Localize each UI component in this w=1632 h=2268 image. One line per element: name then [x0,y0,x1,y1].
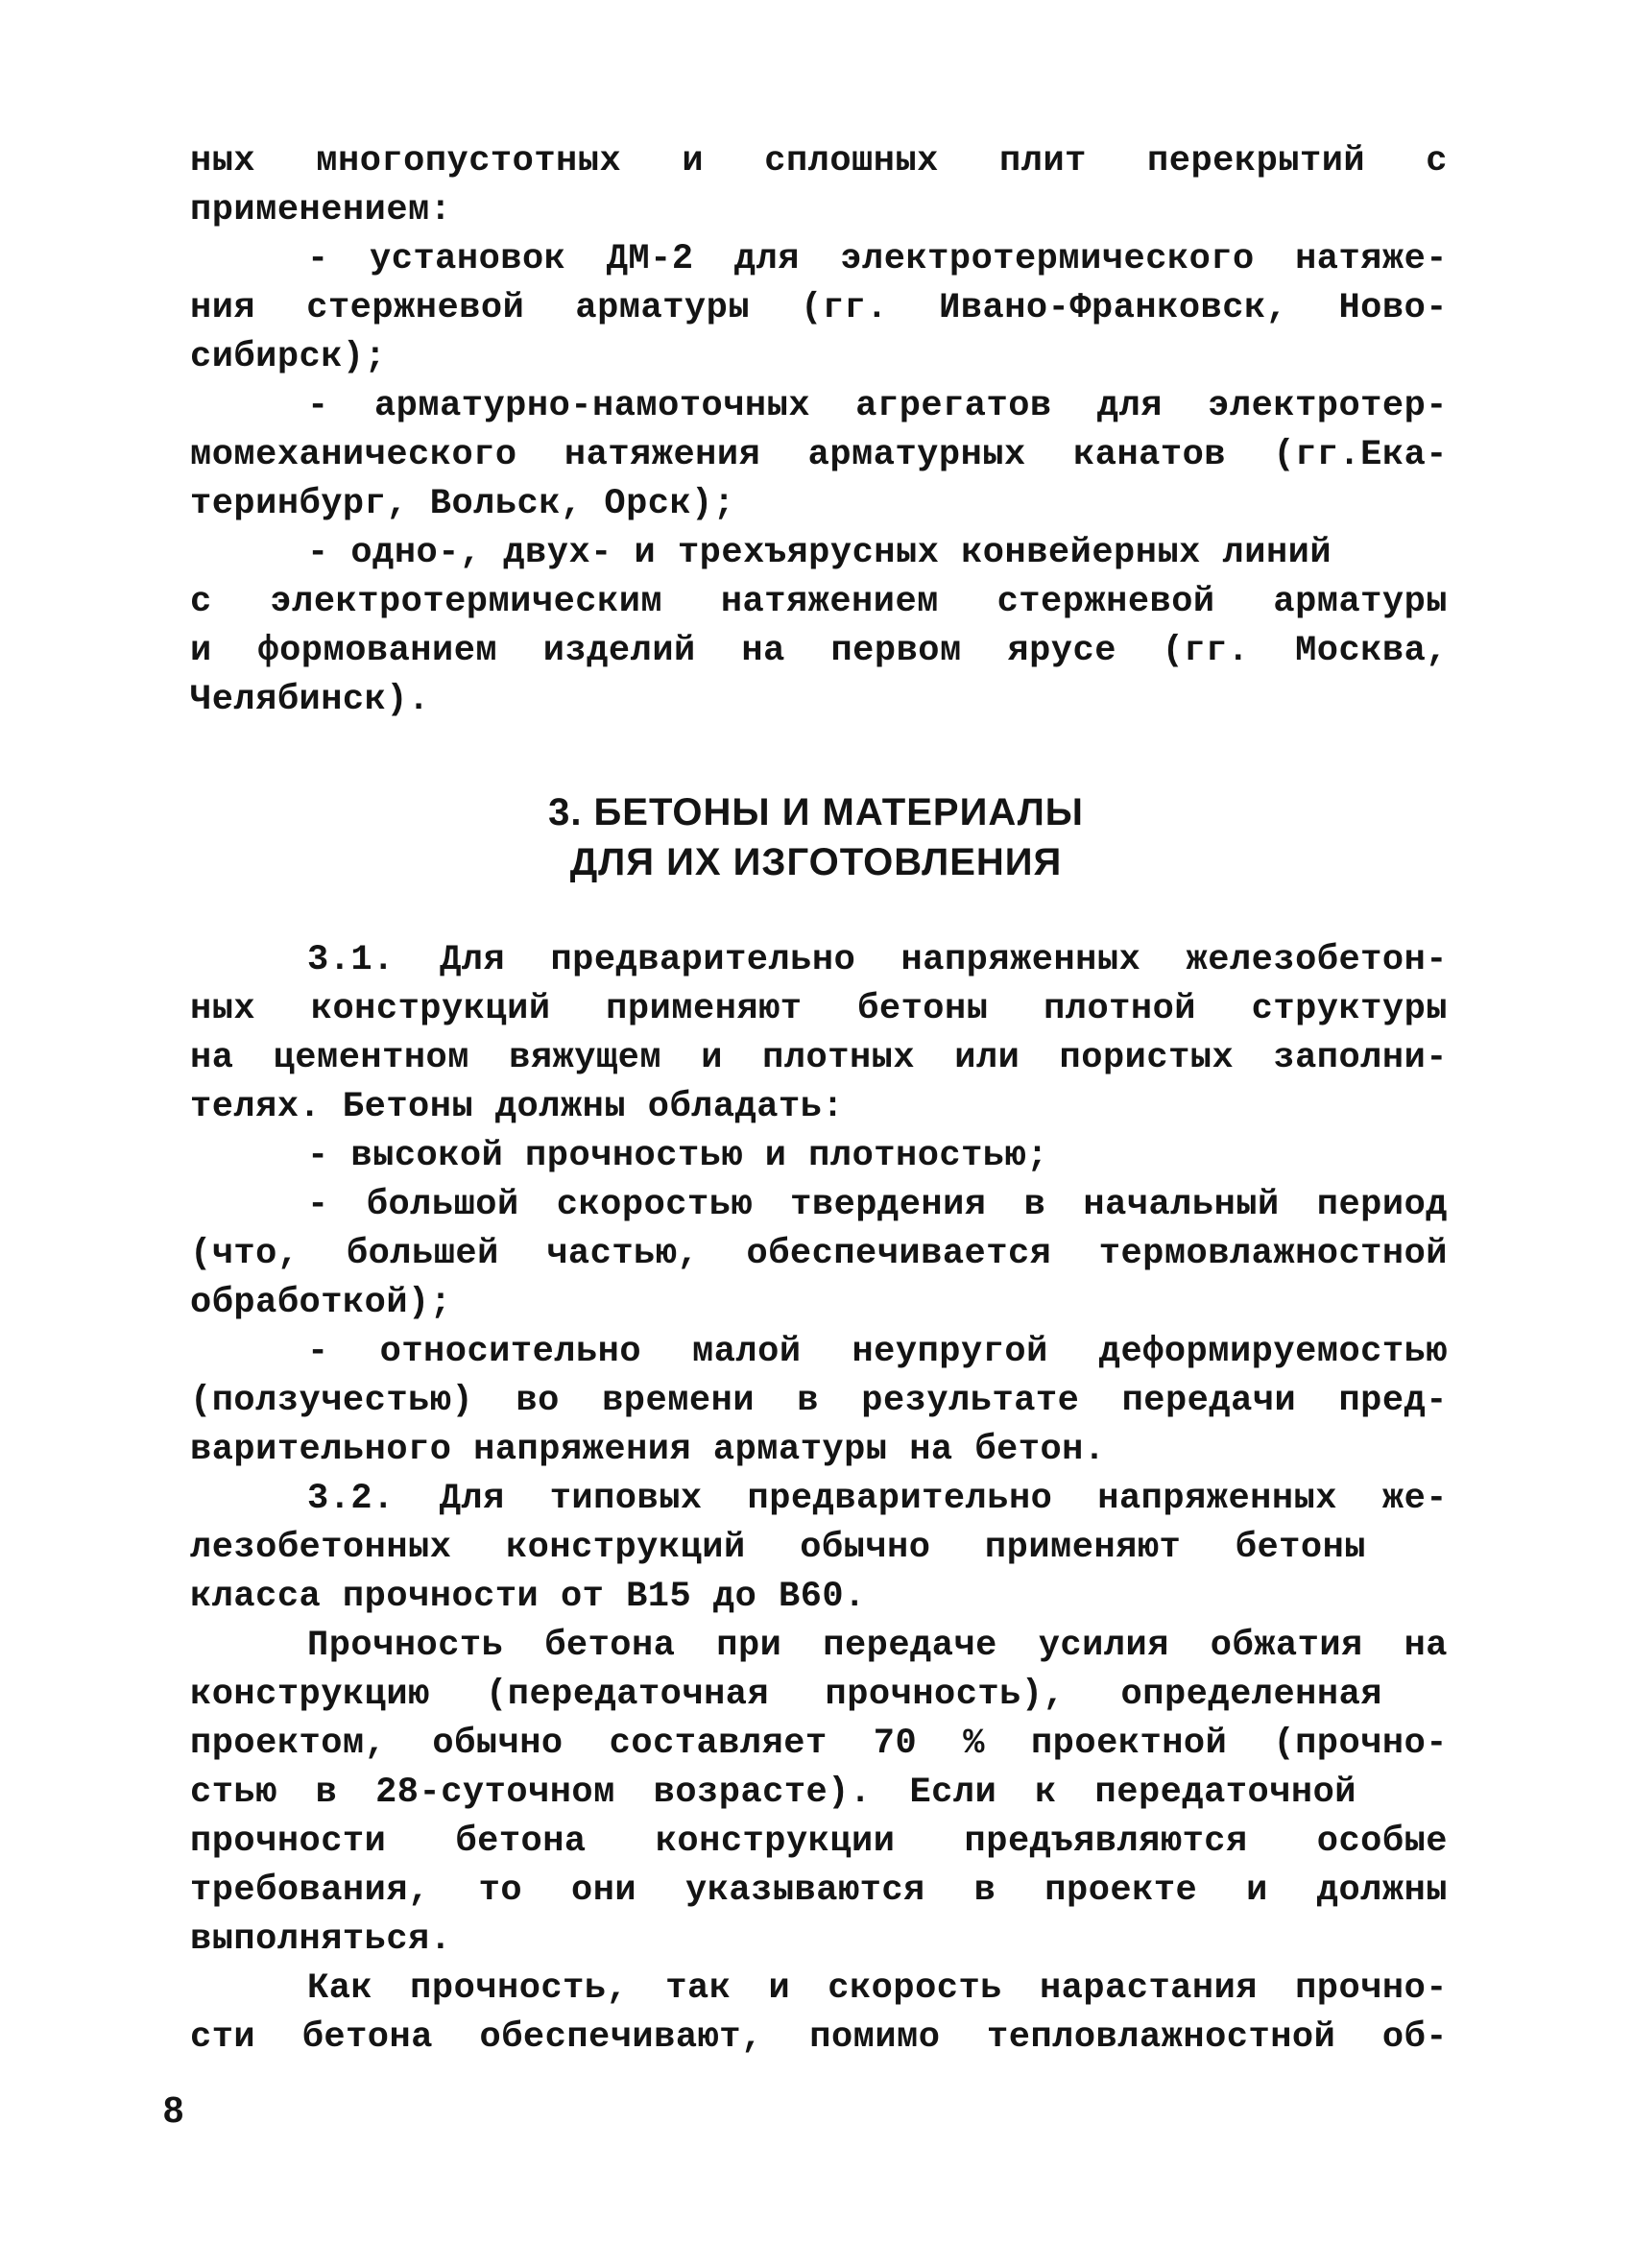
text-line: - одно-, двух- и трехъярусных конвейерных линий [307,533,1332,573]
text-line: на цементном вяжущем и плотных или пористых заполни- [190,1038,1448,1078]
text-line: - относительно малой неупругой деформируемостью [307,1332,1448,1372]
text-line: варительного напряжения арматуры на бетон. [190,1430,1106,1470]
text-line: сибирск); [190,337,387,377]
text-line: обработкой); [190,1283,452,1323]
text-line: - арматурно-намоточных агрегатов для электротер- [307,386,1448,426]
text-line: ния стержневой арматуры (гг. Ивано-Франковск, Ново- [190,288,1448,328]
text-line: конструкцию (передаточная прочность), определенная [190,1675,1382,1715]
text-line: ных конструкций применяют бетоны плотной структуры [190,989,1448,1029]
text-line: - установок ДМ-2 для электротермического натяже- [307,239,1448,279]
text-line: 3.1. Для предварительно напряженных железобетон- [307,940,1448,980]
page-number: 8 [163,2090,184,2131]
text-line: момеханического натяжения арматурных канатов (гг.Ека- [190,435,1448,475]
text-line: ных многопустотных и сплошных плит перекрытий с [190,141,1448,181]
text-line: теринбург, Вольск, Орск); [190,484,735,524]
section-heading-line-2: ДЛЯ ИХ ИЗГОТОВЛЕНИЯ [569,841,1063,883]
text-line: класса прочности от В15 до В60. [190,1577,866,1617]
text-line: с электротермическим натяжением стержневой арматуры [190,582,1448,622]
text-line: - большой скоростью твердения в начальный период [307,1185,1448,1225]
text-line: проектом, обычно составляет 70 % проектной (прочно- [190,1724,1448,1764]
text-line: выполняться. [190,1919,452,1960]
text-line: требования, то они указываются в проекте и должны [190,1870,1448,1911]
text-line: и формованием изделий на первом ярусе (гг. Москва, [190,631,1448,671]
text-line: Прочность бетона при передаче усилия обжатия на [307,1626,1448,1666]
text-line: Челябинск). [190,680,430,720]
text-line: 3.2. Для типовых предварительно напряженных же- [307,1479,1448,1519]
text-line: применением: [190,190,452,230]
text-line: (ползучестью) во времени в результате передачи пред- [190,1381,1448,1421]
text-line: (что, большей частью, обеспечивается термовлажностной [190,1234,1448,1274]
section-heading-line-1: 3. БЕТОНЫ И МАТЕРИАЛЫ [548,791,1084,833]
text-line: телях. Бетоны должны обладать: [190,1087,845,1127]
text-line: стью в 28-суточном возрасте). Если к передаточной [190,1773,1356,1813]
text-line: - высокой прочностью и плотностью; [307,1136,1048,1176]
text-line: прочности бетона конструкции предъявляются особые [190,1822,1448,1862]
text-line: лезобетонных конструкций обычно применяют бетоны [190,1528,1366,1568]
text-line: сти бетона обеспечивают, помимо тепловлажностной об- [190,2017,1448,2058]
text-line: Как прочность, так и скорость нарастания прочно- [307,1968,1448,2009]
